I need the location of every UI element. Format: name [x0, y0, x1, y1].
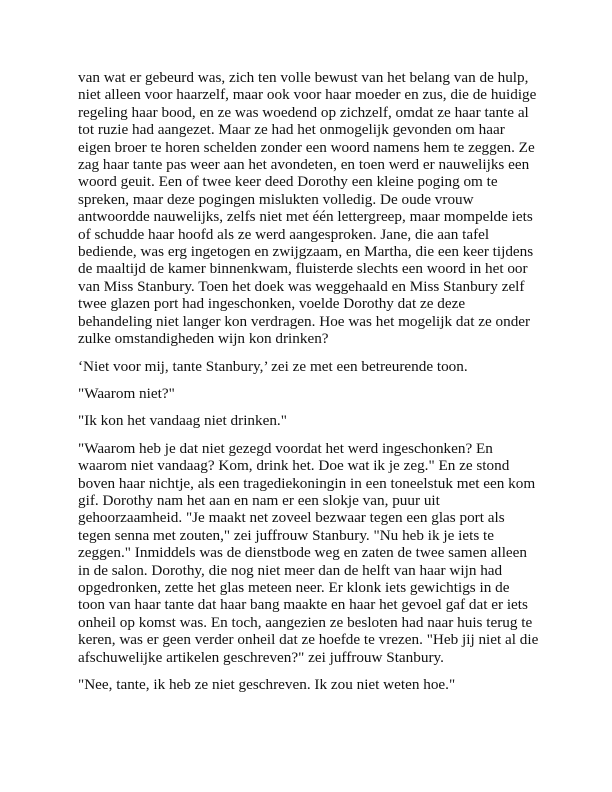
paragraph-dorothy-denies: "Nee, tante, ik heb ze niet geschreven. Ik zou niet weten hoe." — [78, 676, 456, 693]
paragraph-dorothy-refuses: ‘Niet voor mij, tante Stanbury,’ zei ze met een betreurende toon. — [78, 357, 468, 375]
paragraph-aunt-insists: "Waarom heb je dat niet gezegd voordat het werd ingeschonken? En waarom niet vandaag? Kom, drink het. Doe wat ik je zeg." En ze stond boven haar nichtje, als een tragediekoningin in een toneelstuk met een kom gif. Dorothy nam het aan en nam er een slokje van, puur uit gehoorzaamheid. "Je maakt net zoveel bezwaar tegen een glas port als tegen senna met zouten," zei juffrouw Stanbury. "Nu heb ik je iets te zeggen." Inmiddels was de dienstbode weg en zaten de twee samen alleen in de salon. Dorothy, die nog niet meer dan de helft van haar wijn had opgedronken, zette het glas meteen neer. Er klonk iets gewichtigs in de toon van haar tante dat haar bang maakte en haar het gevoel gaf dat er iets onheil op komst was. En toch, aangezien ze besloten had naar huis terug te keren, was er geen verder onheil dat ze hoefde te vrezen. "Heb jij niet al die afschuwelijke artikelen geschreven?" zei juffrouw Stanbury. — [78, 439, 539, 666]
paragraph-cannot-drink: "Ik kon het vandaag niet drinken." — [78, 412, 287, 430]
document-page — [78, 69, 540, 703]
paragraph-dinner-scene: van wat er gebeurd was, zich ten volle bewust van het belang van de hulp, niet alleen voor haarzelf, maar ook voor haar moeder en zus, die de huidige regeling haar bood, en ze was woedend op zichzelf, omdat ze haar tante al tot ruzie had aangezet. Maar ze had het onmogelijk gevonden om haar eigen broer te horen schelden zonder een woord namens hem te zeggen. Ze zag haar tante pas weer aan het avondeten, en toen werd er nauwelijks een woord geuit. Een of twee keer deed Dorothy een kleine poging om te spreken, maar deze pogingen mislukten volledig. De oude vrouw antwoordde nauwelijks, zelfs niet met één lettergreep, maar mompelde iets of schudde haar hoofd als ze werd aangesproken. Jane, die aan tafel bediende, was erg ingetogen en zwijgzaam, en Martha, die een keer tijdens de maaltijd de kamer binnenkwam, fluisterde slechts een woord in het oor van Miss Stanbury. Toen het doek was weggehaald en Miss Stanbury zelf twee glazen port had ingeschonken, voelde Dorothy dat ze deze behandeling niet langer kon verdragen. Hoe was het mogelijk dat ze onder zulke omstandigheden wijn kon drinken? — [78, 69, 537, 348]
paragraph-why-not: "Waarom niet?" — [78, 384, 175, 402]
